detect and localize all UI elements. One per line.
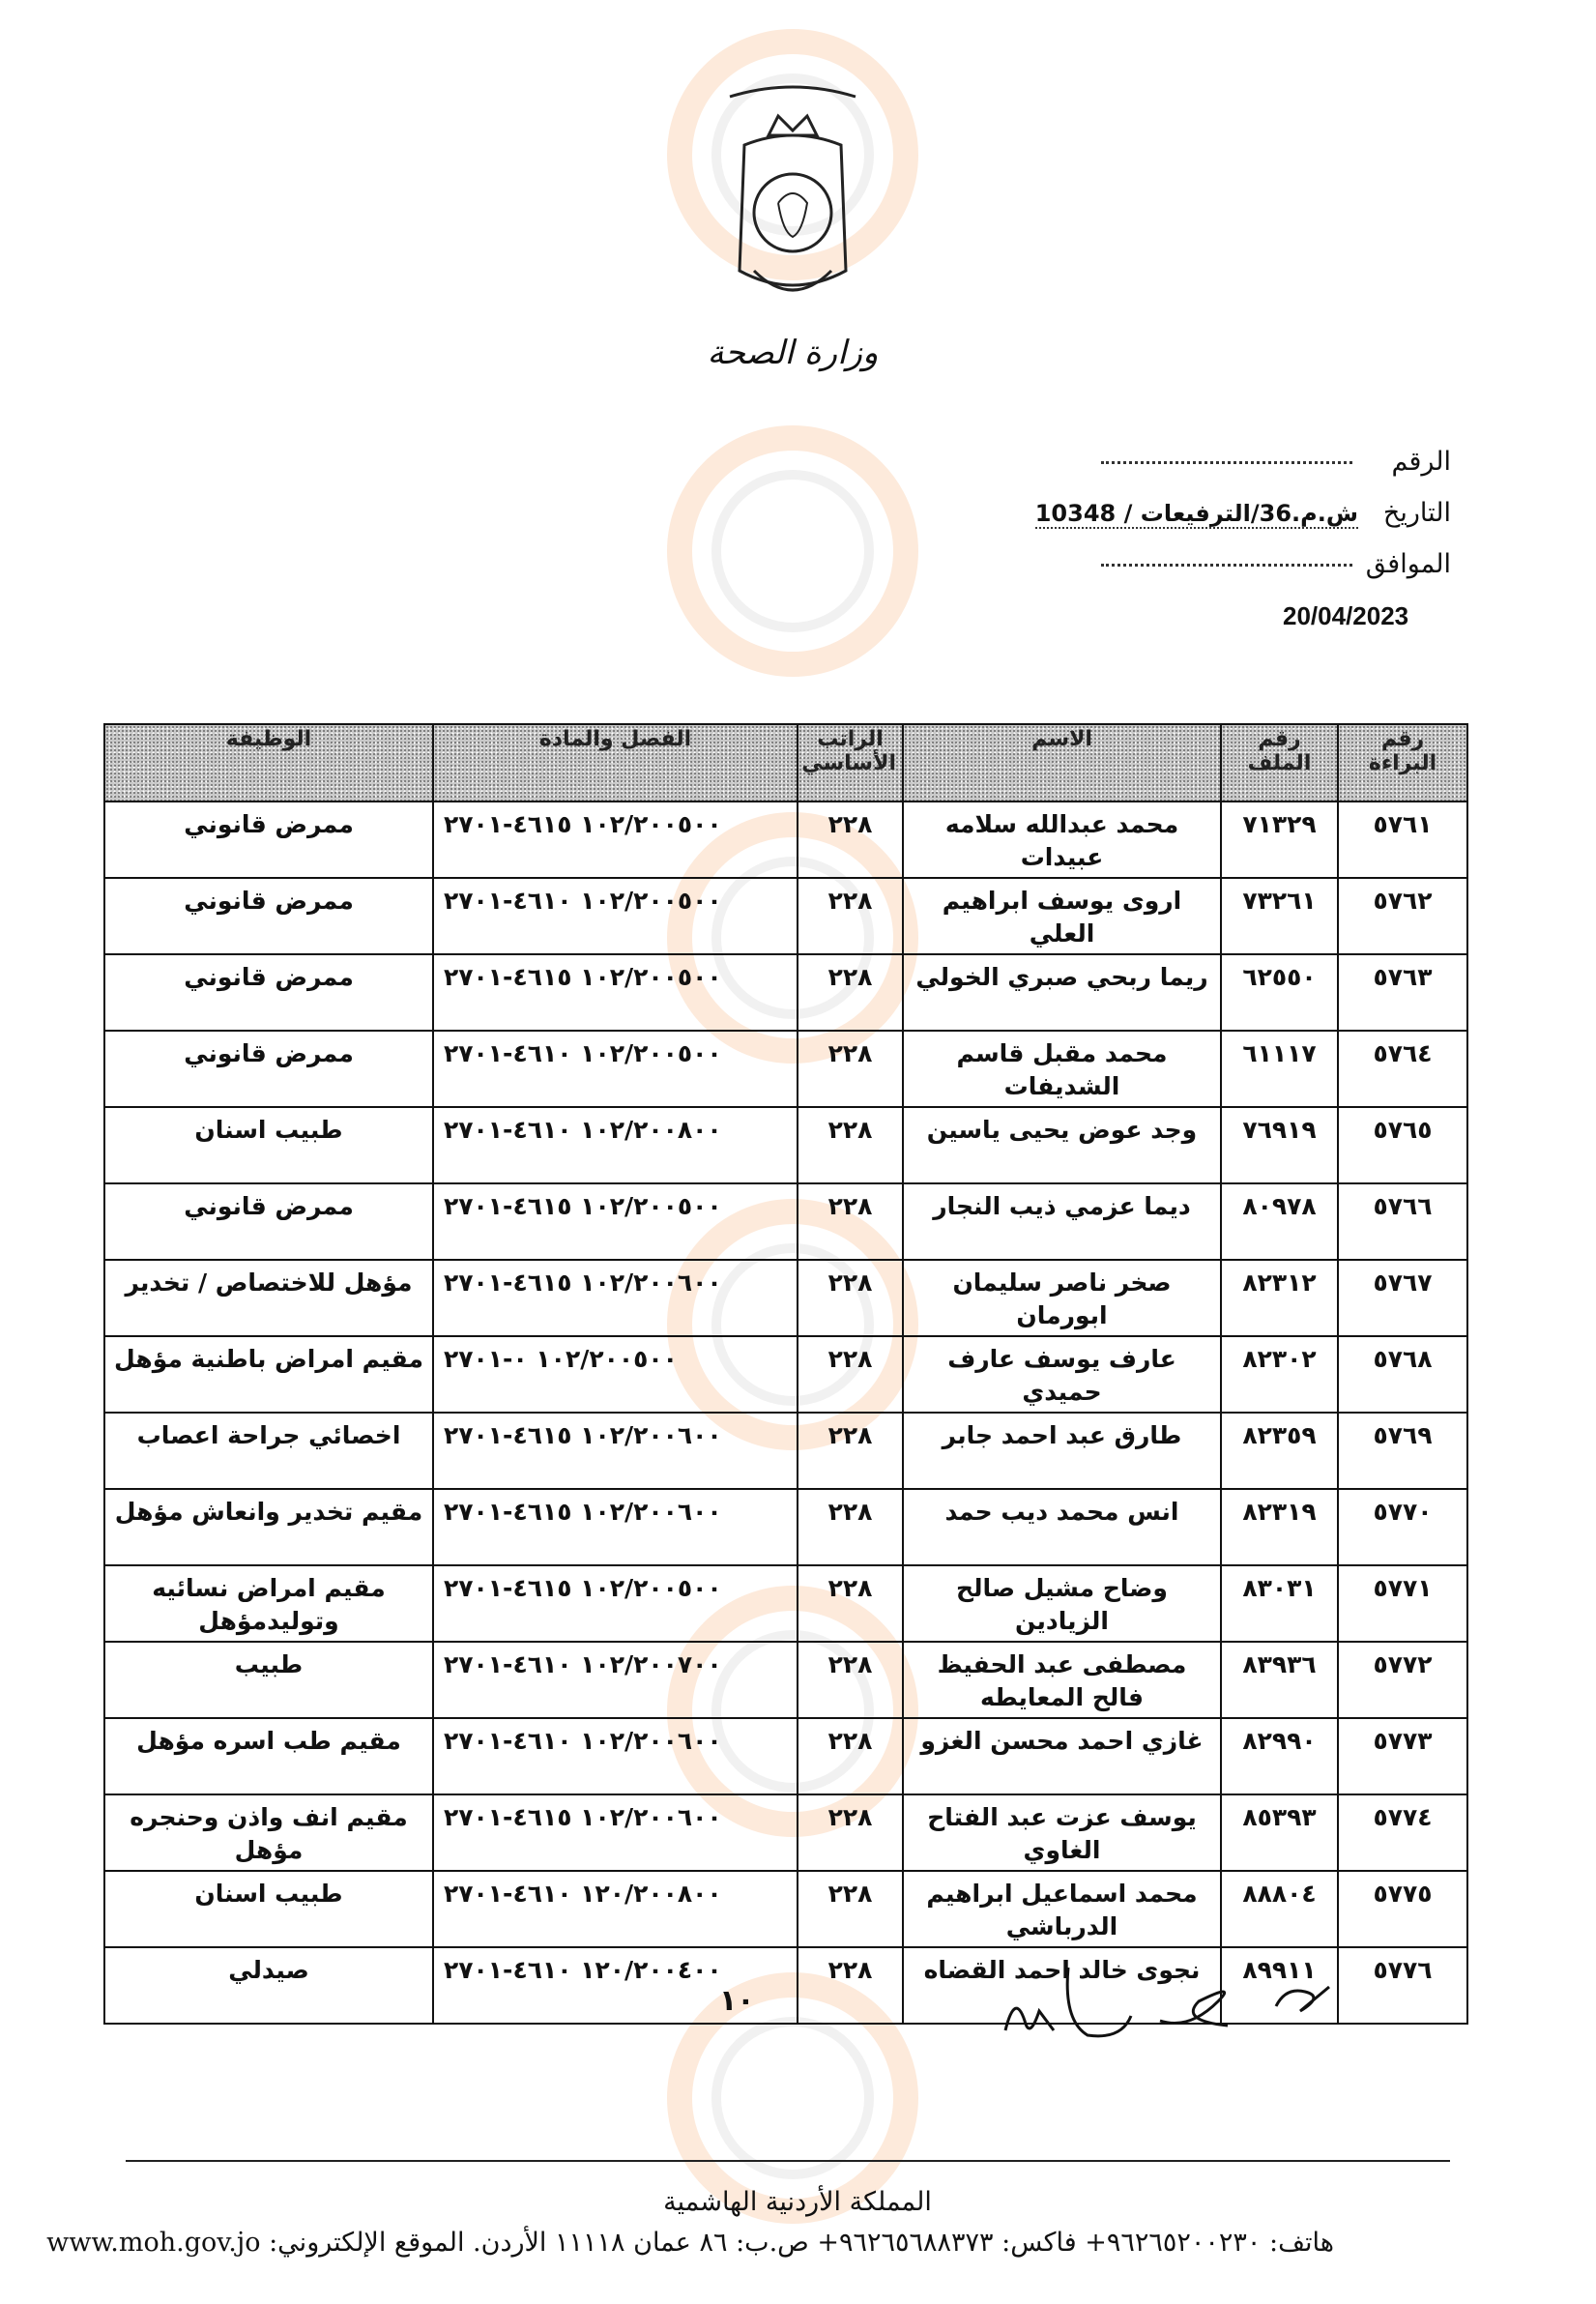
table-row	[104, 1260, 1467, 1336]
salary-cell: ٢٢٨	[798, 1260, 903, 1336]
corresponding-label: الموافق	[1365, 549, 1451, 579]
file-number-cell: ٨٢٣١٩	[1221, 1489, 1338, 1565]
salary-cell: ٢٢٨	[798, 1107, 903, 1183]
salary-cell: ٢٢٨	[798, 1336, 903, 1413]
salary-cell: ٢٢٨	[798, 1642, 903, 1718]
certificate-number-cell: ٥٧٦٧	[1338, 1260, 1467, 1336]
salary-cell: ٢٢٨	[798, 1871, 903, 1947]
certificate-number-cell: ٥٧٦٥	[1338, 1107, 1467, 1183]
job-cell: مقيم طب اسره مؤهل	[104, 1718, 433, 1794]
file-number-cell: ٦١١١٧	[1221, 1031, 1338, 1107]
job-cell: طبيب اسنان	[104, 1871, 433, 1947]
table-row	[104, 802, 1467, 878]
file-number-cell: ٨٢٣١٢	[1221, 1260, 1338, 1336]
watermark-logo	[667, 425, 918, 677]
table-row	[104, 1565, 1467, 1642]
job-cell: طبيب اسنان	[104, 1107, 433, 1183]
file-number-cell: ٨٢٣٥٩	[1221, 1413, 1338, 1489]
footer-kingdom: المملكة الأردنية الهاشمية	[663, 2187, 932, 2217]
file-number-cell: ٨٢٣٠٢	[1221, 1336, 1338, 1413]
number-field	[1101, 447, 1451, 477]
table-row	[104, 1413, 1467, 1489]
certificate-number-cell: ٥٧٧٦	[1338, 1947, 1467, 2024]
chapter-article-cell: ١٠٢/٢٠٠٨٠٠ ٤٦١٠-٢٧٠١	[433, 1107, 798, 1183]
chapter-article-cell: ١٠٢/٢٠٠٦٠٠ ٤٦١٥-٢٧٠١	[433, 1489, 798, 1565]
name-cell: وضاح مشيل صالح الزيادين	[903, 1565, 1221, 1642]
job-cell: مقيم تخدير وانعاش مؤهل	[104, 1489, 433, 1565]
page-number: ١٠	[719, 1984, 755, 2018]
name-cell: محمد عبدالله سلامه عبيدات	[903, 802, 1221, 878]
header-name: الاسم	[903, 724, 1221, 802]
chapter-article-cell: ١٢٠/٢٠٠٨٠٠ ٤٦١٠-٢٧٠١	[433, 1871, 798, 1947]
ministry-name: وزارة الصحة	[707, 334, 879, 372]
table-header-row	[104, 724, 1467, 802]
header-job: الوظيفة	[104, 724, 433, 802]
file-number-cell: ٧١٣٢٩	[1221, 802, 1338, 878]
header-file-number: رقم الملف	[1221, 724, 1338, 802]
table-row	[104, 1718, 1467, 1794]
salary-cell: ٢٢٨	[798, 954, 903, 1031]
table-row	[104, 1336, 1467, 1413]
name-cell: محمد اسماعيل ابراهيم الدرباشي	[903, 1871, 1221, 1947]
file-number-cell: ٧٦٩١٩	[1221, 1107, 1338, 1183]
file-number-cell: ٨٨٨٠٤	[1221, 1871, 1338, 1947]
file-number-cell: ٨٢٩٩٠	[1221, 1718, 1338, 1794]
file-number-cell: ٧٣٢٦١	[1221, 878, 1338, 954]
certificate-number-cell: ٥٧٦٩	[1338, 1413, 1467, 1489]
salary-cell: ٢٢٨	[798, 1183, 903, 1260]
chapter-article-cell: ١٠٢/٢٠٠٥٠٠ ٤٦١٥-٢٧٠١	[433, 954, 798, 1031]
header-basic-salary: الراتب الأساسي	[798, 724, 903, 802]
salary-cell: ٢٢٨	[798, 878, 903, 954]
table-row	[104, 1794, 1467, 1871]
file-number-cell: ٨٣٩٣٦	[1221, 1642, 1338, 1718]
name-cell: وجد عوض يحيى ياسين	[903, 1107, 1221, 1183]
certificate-number-cell: ٥٧٧٣	[1338, 1718, 1467, 1794]
name-cell: انس محمد ديب حمد	[903, 1489, 1221, 1565]
promotions-table	[103, 723, 1468, 2025]
number-label: الرقم	[1391, 447, 1451, 477]
chapter-article-cell: ١٠٢/٢٠٠٦٠٠ ٤٦١٠-٢٧٠١	[433, 1718, 798, 1794]
signatures-icon	[996, 1963, 1344, 2059]
file-number-cell: ٨٥٣٩٣	[1221, 1794, 1338, 1871]
chapter-article-cell: ١٠٢/٢٠٠٦٠٠ ٤٦١٥-٢٧٠١	[433, 1413, 798, 1489]
salary-cell: ٢٢٨	[798, 1031, 903, 1107]
chapter-article-cell: ١٠٢/٢٠٠٥٠٠ ٠-٢٧٠١	[433, 1336, 798, 1413]
job-cell: ممرض قانوني	[104, 954, 433, 1031]
certificate-number-cell: ٥٧٦١	[1338, 802, 1467, 878]
certificate-number-cell: ٥٧٧١	[1338, 1565, 1467, 1642]
certificate-number-cell: ٥٧٧٥	[1338, 1871, 1467, 1947]
name-cell: محمد مقبل قاسم الشديفات	[903, 1031, 1221, 1107]
job-cell: مؤهل للاختصاص / تخدير	[104, 1260, 433, 1336]
corresponding-field	[1101, 549, 1451, 579]
footer-contact: هاتف: ٩٦٢٦٥٢٠٠٢٣٠+ فاكس: ٩٦٢٦٥٦٨٨٣٧٣+ ص.ب: ٨٦ عمان ١١١١٨ الأردن. الموقع الإلكتروني: www.moh.gov.jo	[46, 2228, 1334, 2258]
header-certificate-number: رقم البراءة	[1338, 724, 1467, 802]
salary-cell: ٢٢٨	[798, 1489, 903, 1565]
job-cell: مقيم امراض نسائيه وتوليدمؤهل	[104, 1565, 433, 1642]
certificate-number-cell: ٥٧٧٤	[1338, 1794, 1467, 1871]
file-number-cell: ٨٩٩١١	[1221, 1947, 1338, 2024]
table-row	[104, 954, 1467, 1031]
job-cell: ممرض قانوني	[104, 802, 433, 878]
file-number-cell: ٨٣٠٣١	[1221, 1565, 1338, 1642]
table-row	[104, 1871, 1467, 1947]
table-row	[104, 1642, 1467, 1718]
name-cell: مصطفى عبد الحفيظ فالح المعايطه	[903, 1642, 1221, 1718]
certificate-number-cell: ٥٧٦٨	[1338, 1336, 1467, 1413]
chapter-article-cell: ١٠٢/٢٠٠٥٠٠ ٤٦١٠-٢٧٠١	[433, 1031, 798, 1107]
reference-number: ش.م.36/الترفيعات / 10348	[1034, 500, 1358, 527]
certificate-number-cell: ٥٧٦٣	[1338, 954, 1467, 1031]
salary-cell: ٢٢٨	[798, 1794, 903, 1871]
table-row	[104, 878, 1467, 954]
chapter-article-cell: ١٠٢/٢٠٠٥٠٠ ٤٦١٥-٢٧٠١	[433, 802, 798, 878]
job-cell: مقيم انف واذن وحنجره مؤهل	[104, 1794, 433, 1871]
name-cell: ديما عزمي ذيب النجار	[903, 1183, 1221, 1260]
job-cell: اخصائي جراحة اعصاب	[104, 1413, 433, 1489]
job-cell: صيدلي	[104, 1947, 433, 2024]
certificate-number-cell: ٥٧٦٦	[1338, 1183, 1467, 1260]
chapter-article-cell: ١٠٢/٢٠٠٦٠٠ ٤٦١٥-٢٧٠١	[433, 1794, 798, 1871]
table-row	[104, 1031, 1467, 1107]
salary-cell: ٢٢٨	[798, 1565, 903, 1642]
certificate-number-cell: ٥٧٦٢	[1338, 878, 1467, 954]
salary-cell: ٢٢٨	[798, 1718, 903, 1794]
chapter-article-cell: ١٠٢/٢٠٠٦٠٠ ٤٦١٥-٢٧٠١	[433, 1260, 798, 1336]
name-cell: عارف يوسف عارف حميدي	[903, 1336, 1221, 1413]
date-label: التاريخ	[1382, 498, 1451, 528]
chapter-article-cell: ١٠٢/٢٠٠٥٠٠ ٤٦١٥-٢٧٠١	[433, 1565, 798, 1642]
salary-cell: ٢٢٨	[798, 802, 903, 878]
chapter-article-cell: ١٠٢/٢٠٠٥٠٠ ٤٦١٠-٢٧٠١	[433, 878, 798, 954]
certificate-number-cell: ٥٧٧٠	[1338, 1489, 1467, 1565]
file-number-cell: ٨٠٩٧٨	[1221, 1183, 1338, 1260]
name-cell: صخر ناصر سليمان ابورمان	[903, 1260, 1221, 1336]
name-cell: نجوى خالد احمد القضاه	[903, 1947, 1221, 2024]
job-cell: ممرض قانوني	[104, 1183, 433, 1260]
jordan-emblem-icon	[711, 77, 875, 319]
table-row	[104, 1107, 1467, 1183]
certificate-number-cell: ٥٧٧٢	[1338, 1642, 1467, 1718]
name-cell: ريما ربحي صبري الخولي	[903, 954, 1221, 1031]
salary-cell: ٢٢٨	[798, 1413, 903, 1489]
header-chapter-article: الفصل والمادة	[433, 724, 798, 802]
chapter-article-cell: ١٠٢/٢٠٠٥٠٠ ٤٦١٥-٢٧٠١	[433, 1183, 798, 1260]
document-date: 20/04/2023	[1283, 601, 1409, 630]
job-cell: ممرض قانوني	[104, 878, 433, 954]
job-cell: ممرض قانوني	[104, 1031, 433, 1107]
table-row	[104, 1183, 1467, 1260]
job-cell: طبيب	[104, 1642, 433, 1718]
file-number-cell: ٦٢٥٥٠	[1221, 954, 1338, 1031]
salary-cell: ٢٢٨	[798, 1947, 903, 2024]
name-cell: طارق عبد احمد جابر	[903, 1413, 1221, 1489]
certificate-number-cell: ٥٧٦٤	[1338, 1031, 1467, 1107]
name-cell: اروى يوسف ابراهيم العلي	[903, 878, 1221, 954]
footer-divider	[126, 2160, 1450, 2162]
date-field	[1035, 498, 1451, 528]
chapter-article-cell: ١٠٢/٢٠٠٧٠٠ ٤٦١٠-٢٧٠١	[433, 1642, 798, 1718]
table-row	[104, 1489, 1467, 1565]
chapter-article-cell: ١٢٠/٢٠٠٤٠٠ ٤٦١٠-٢٧٠١	[433, 1947, 798, 2024]
name-cell: غازي احمد محسن الغزو	[903, 1718, 1221, 1794]
job-cell: مقيم امراض باطنية مؤهل	[104, 1336, 433, 1413]
name-cell: يوسف عزت عبد الفتاح الغاوي	[903, 1794, 1221, 1871]
